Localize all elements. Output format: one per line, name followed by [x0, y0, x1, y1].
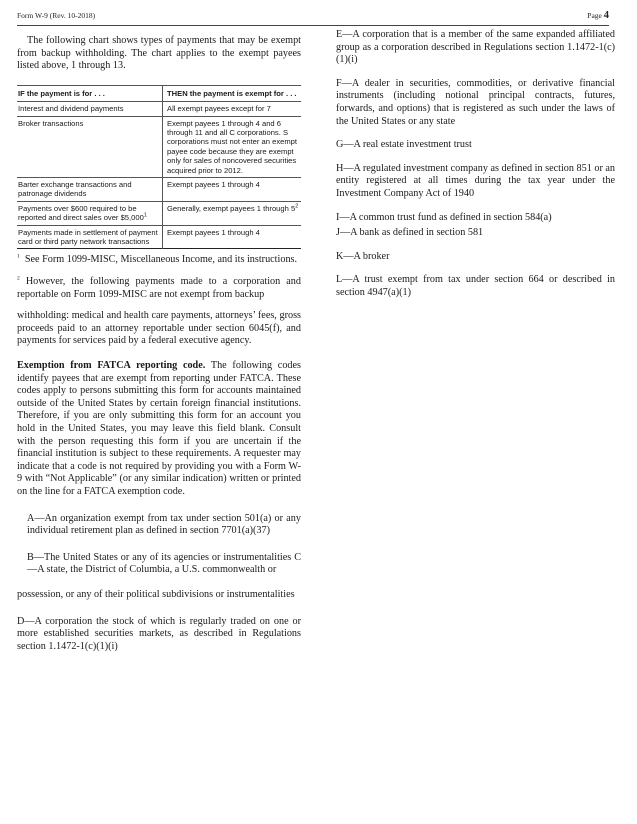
exempt-payees-text: Generally, exempt payees 1 through 5 — [167, 203, 296, 213]
fatca-code-e: E—A corporation that is a member of the same expanded affiliated group as a corporation described in Regulations section 1.1472-1(c)(1)(i) — [336, 29, 615, 66]
table-row — [17, 102, 301, 116]
fatca-code-d: D—A corporation the stock of which is regularly traded on one or more established securities markets, as described in Regulations section 1.1472-1(c)(1)(i) — [17, 615, 301, 652]
payment-type-cell: Barter exchange transactions and patronage dividends — [17, 178, 163, 202]
fatca-heading: Exemption from FATCA reporting code. — [17, 360, 206, 372]
fatca-code-j: J—A bank as defined in section 581 — [336, 227, 484, 239]
payment-type-cell: Interest and dividend payments — [17, 102, 163, 116]
fatca-code-i: I—A common trust fund as defined in section 584(a) — [336, 211, 552, 223]
form-identifier: Form W-9 (Rev. 10-2018) — [17, 11, 96, 20]
payment-type-cell — [17, 201, 163, 225]
fatca-code-g: G—A real estate investment trust — [336, 139, 472, 151]
fatca-code-a: A—An organization exempt from tax under section 501(a) or any individual retirement plan as defined in section 7701(a)(37) — [27, 512, 301, 537]
payment-type-cell: Broker transactions — [17, 116, 163, 177]
right-column — [326, 29, 615, 300]
page-label: Page — [587, 11, 602, 20]
table-row — [17, 225, 301, 249]
col-header-payment: IF the payment is for . . . — [17, 85, 163, 101]
fatca-code-h: H—A regulated investment company as defined in section 851 or an entity registered at all times during the tax year under the Investment Company Act of 1940 — [336, 162, 615, 199]
footnote-1-mark: 1 — [17, 254, 20, 261]
chart-intro: The following chart shows types of payments that may be exempt from backup withholding. The chart applies to the exempt payees listed above, 1 through 13. — [17, 35, 301, 72]
table-row — [17, 116, 301, 177]
footnote-2-mark: 2 — [17, 275, 20, 282]
footnote-2-continued: withholding: medical and health care payments, attorneys’ fees, gross proceeds paid to an attorney reportable under section 6045(f), and payments for services paid by a federal executive agency. — [17, 310, 301, 347]
table-row — [17, 201, 301, 225]
page-number — [587, 10, 609, 21]
footnote-1-text: See Form 1099-MISC, Miscellaneous Income, and its instructions. — [24, 254, 298, 266]
fatca-code-k: K—A broker — [336, 250, 390, 262]
table-row — [17, 178, 301, 202]
page-number-value: 4 — [603, 10, 609, 21]
exempt-payees-cell: Exempt payees 1 through 4 — [163, 178, 302, 202]
col-header-exempt: THEN the payment is exempt for . . . — [163, 85, 302, 101]
table-header-row — [17, 85, 301, 101]
fatca-code-c-continued: possession, or any of their political subdivisions or instrumentalities — [17, 588, 295, 600]
fatca-code-l: L—A trust exempt from tax under section 664 or described in section 4947(a)(1) — [336, 274, 615, 298]
footnote-2 — [17, 276, 301, 301]
footnote-1 — [17, 254, 301, 267]
fatca-code-b-c: B—The United States or any of its agencies or instrumentalities C—A state, the District of Columbia, a U.S. commonwealth or — [27, 551, 301, 576]
exempt-payees-cell — [163, 201, 302, 225]
payment-type-cell: Payments made in settlement of payment card or third party network transactions — [17, 225, 163, 249]
exempt-payees-cell: Exempt payees 1 through 4 — [163, 225, 302, 249]
exempt-payees-cell: All exempt payees except for 7 — [163, 102, 302, 116]
footnote-ref: 1 — [143, 212, 147, 219]
header-rule — [17, 25, 609, 26]
payment-exemption-table — [17, 85, 301, 250]
footnote-2-text: However, the following payments made to a corporation and reportable on Form 1099-MISC are not exempt from backup — [17, 276, 301, 300]
fatca-code-f: F—A dealer in securities, commodities, or derivative financial instruments (including notional principal contracts, futures, forwards, and options) that is registered as such under the laws of the United States or any state — [336, 77, 615, 127]
payment-type-text: Payments over $600 required to be reported and direct sales over $5,000 — [18, 203, 144, 223]
exempt-payees-cell: Exempt payees 1 through 4 and 6 through 11 and all C corporations. S corporations must not enter an exempt payee code because they are exempt only for sales of noncovered securities acquired prior to 2012. — [163, 116, 302, 177]
fatca-section — [17, 360, 301, 499]
footnote-ref: 2 — [295, 203, 299, 210]
left-column — [17, 35, 301, 653]
fatca-body: The following codes identify payees that are exempt from reporting under FATCA. These codes apply to persons submitting this form for accounts maintained outside of the United States by certain foreign financial institutions. Therefore, if you are only submitting this form for an account you hold in the United States, you may leave this field blank. Consult with the person requesting this form if you are uncertain if the financial institution is subject to these requirements. A requester may indicate that a code is not required by providing you with a Form W-9 with “Not Applicable” (or any similar indication) written or printed on the line for a FATCA exemption code. — [17, 360, 301, 497]
